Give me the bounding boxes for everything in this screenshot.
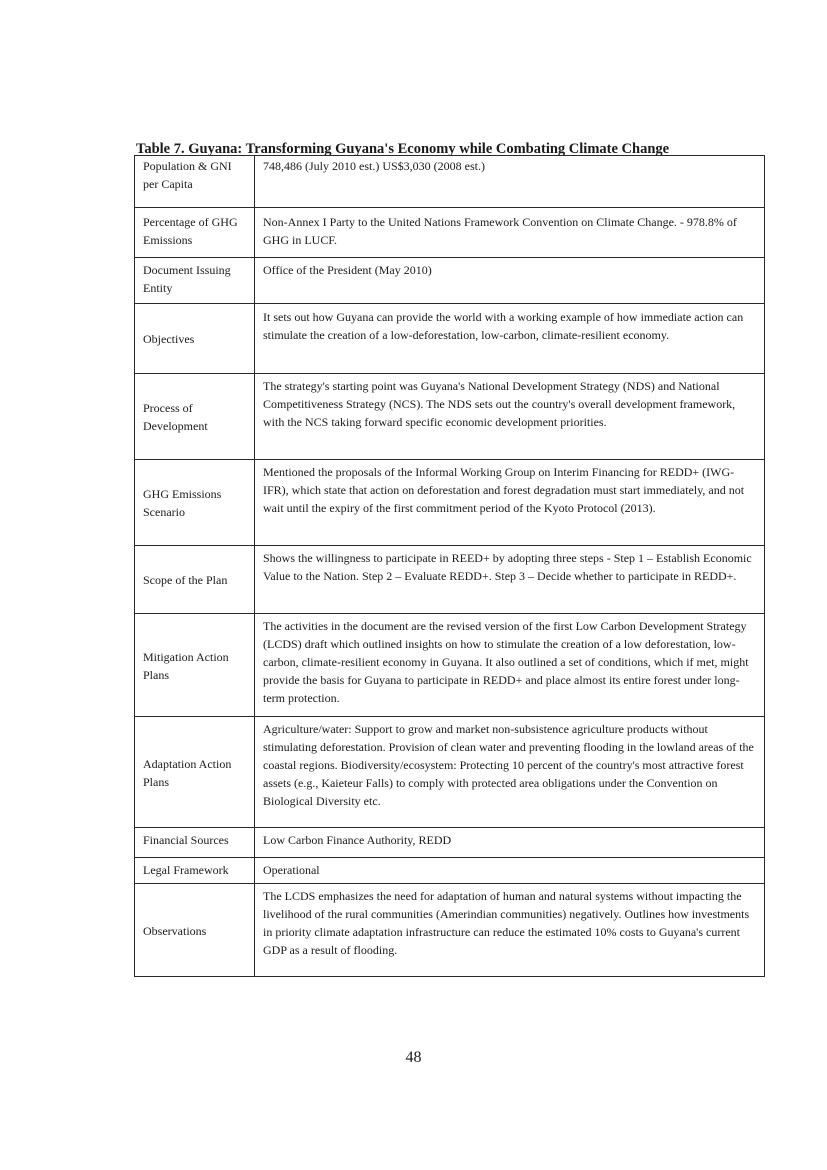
row-value: It sets out how Guyana can provide the world with a working example of how immediate action can stimulate the creation of a low-deforestation, low-carbon, climate-resilient economy. [255,304,765,374]
row-label: Percentage of GHG Emissions [135,208,255,258]
row-value: Low Carbon Finance Authority, REDD [255,828,765,858]
row-value: Mentioned the proposals of the Informal Working Group on Interim Financing for REDD+ (IWG-IFR), which state that action on deforestation and forest degradation must start immediately, and not wait until the expiry of the first commitment period of the Kyoto Protocol (2013). [255,460,765,546]
row-value: Operational [255,858,765,884]
page-number: 48 [405,1049,422,1066]
row-label: Objectives [135,304,255,374]
table-row [135,858,765,884]
table-row [135,717,765,828]
row-value: Agriculture/water: Support to grow and market non-subsistence agriculture products without stimulating deforestation. Provision of clean water and preventing flooding in the lowland areas of the coastal regions. Biodiversity/ecosystem: Protecting 10 percent of the country's most attractive forest assets (e.g., Kaieteur Falls) to comply with protected area obligations under the Convention on Biological Diversity etc. [255,717,765,828]
row-value: The LCDS emphasizes the need for adaptation of human and natural systems without impacting the livelihood of the rural communities (Amerindian communities) negatively. Outlines how investments in priority climate adaptation infrastructure can reduce the estimated 10% costs to Guyana's current GDP as a result of flooding. [255,884,765,977]
row-label: GHG Emissions Scenario [135,460,255,546]
row-value: Shows the willingness to participate in REED+ by adopting three steps - Step 1 – Establish Economic Value to the Nation. Step 2 – Evaluate REDD+. Step 3 – Decide whether to participate in REDD+. [255,546,765,614]
row-label: Financial Sources [135,828,255,858]
table-row [135,374,765,460]
row-value: Non-Annex I Party to the United Nations Framework Convention on Climate Change. - 978.8% of GHG in LUCF. [255,208,765,258]
table-row [135,828,765,858]
row-label: Document Issuing Entity [135,258,255,304]
row-label: Population & GNI per Capita [135,156,255,208]
data-table [134,155,765,977]
table-row [135,460,765,546]
row-value: 748,486 (July 2010 est.) US$3,030 (2008 est.) [255,156,765,208]
row-value: The strategy's starting point was Guyana's National Development Strategy (NDS) and National Competitiveness Strategy (NCS). The NDS sets out the country's overall development framework, with the NCS taking forward specific economic development priorities. [255,374,765,460]
table-row [135,156,765,208]
row-label: Process of Development [135,374,255,460]
row-value: The activities in the document are the revised version of the first Low Carbon Development Strategy (LCDS) draft which outlined insights on how to stimulate the creation of a low deforestation, low-carbon, climate-resilient economy in Guyana. It also outlined a set of conditions, which if met, might provide the basis for Guyana to participate in REDD+ and place almost its entire forest under long-term protection. [255,614,765,717]
row-label: Adaptation Action Plans [135,717,255,828]
table-row [135,884,765,977]
table-title: Table 7. Guyana: Transforming Guyana's Economy while Combating Climate Change [136,141,670,157]
row-label: Scope of the Plan [135,546,255,614]
table-row [135,546,765,614]
table-row [135,208,765,258]
table-row [135,258,765,304]
row-value: Office of the President (May 2010) [255,258,765,304]
table-row [135,614,765,717]
row-label: Mitigation Action Plans [135,614,255,717]
row-label: Legal Framework [135,858,255,884]
row-label: Observations [135,884,255,977]
table-row [135,304,765,374]
